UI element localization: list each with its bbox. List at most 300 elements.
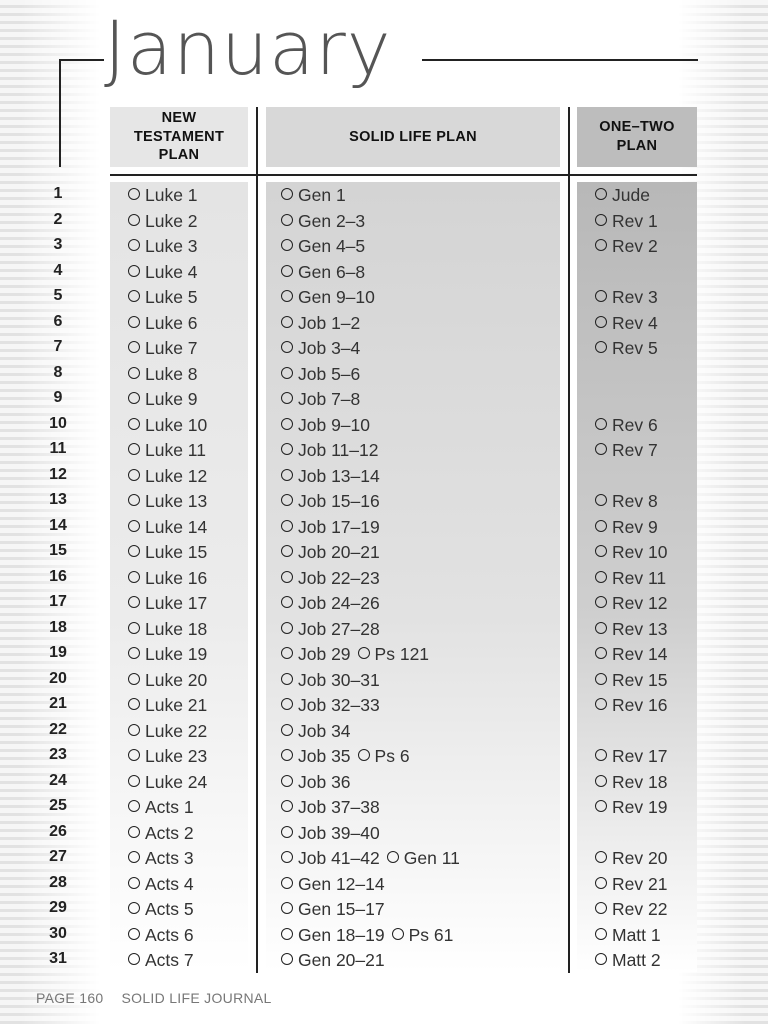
reading-label: Rev 20 bbox=[612, 848, 668, 868]
reading-checkbox-icon[interactable] bbox=[128, 622, 140, 634]
reading-checkbox-icon[interactable] bbox=[281, 469, 293, 481]
one-two-plan-header-label: ONE–TWO PLAN bbox=[599, 119, 675, 154]
reading-label: Luke 9 bbox=[145, 389, 198, 409]
reading-label: Luke 16 bbox=[145, 567, 208, 588]
reading-label: Acts 1 bbox=[145, 797, 194, 817]
reading-checkbox-icon[interactable] bbox=[128, 520, 140, 532]
reading-checkbox-icon[interactable] bbox=[128, 724, 140, 736]
solid-reading-cell bbox=[281, 950, 385, 971]
day-number: 9 bbox=[53, 389, 63, 406]
onetwo-reading-cell bbox=[595, 568, 666, 589]
reading-label: Job 1–2 bbox=[298, 312, 361, 333]
reading-label: Gen 18–19 bbox=[298, 924, 385, 945]
nt-reading-cell bbox=[128, 262, 198, 283]
reading-label: Luke 4 bbox=[145, 261, 198, 282]
reading-checkbox-icon[interactable] bbox=[595, 443, 607, 455]
nt-reading-cell bbox=[128, 542, 207, 563]
reading-checkbox-icon[interactable] bbox=[128, 469, 140, 481]
reading-checkbox-icon[interactable] bbox=[595, 928, 607, 940]
reading-checkbox-icon[interactable] bbox=[281, 571, 293, 583]
reading-label: Job 29 bbox=[298, 644, 351, 664]
reading-checkbox-icon[interactable] bbox=[128, 418, 140, 430]
onetwo-reading-cell bbox=[595, 619, 667, 640]
solid-reading-cell bbox=[281, 568, 380, 589]
reading-checkbox-icon[interactable] bbox=[281, 341, 293, 353]
reading-checkbox-icon[interactable] bbox=[128, 188, 140, 200]
table-row bbox=[0, 667, 768, 693]
reading-checkbox-icon[interactable] bbox=[281, 316, 293, 328]
reading-label: Job 32–33 bbox=[298, 695, 380, 715]
day-number: 10 bbox=[49, 414, 67, 432]
solid-reading-cell bbox=[281, 211, 365, 232]
nt-reading-cell bbox=[128, 746, 207, 767]
table-row bbox=[0, 182, 768, 208]
reading-checkbox-icon[interactable] bbox=[128, 902, 140, 914]
reading-label: Luke 6 bbox=[145, 312, 198, 333]
nt-reading-cell bbox=[128, 415, 207, 436]
onetwo-reading-cell bbox=[595, 287, 658, 308]
nt-reading-cell bbox=[128, 721, 207, 742]
solid-reading-cell bbox=[281, 338, 360, 359]
nt-plan-header-label: NEW TESTAMENT PLAN bbox=[133, 109, 225, 164]
reading-label: Acts 5 bbox=[145, 899, 194, 919]
reading-label: Gen 2–3 bbox=[298, 210, 366, 231]
table-row bbox=[0, 335, 768, 361]
solid-reading-cell bbox=[281, 797, 380, 818]
day-number: 7 bbox=[53, 338, 63, 355]
reading-label: Rev 16 bbox=[612, 695, 668, 715]
reading-checkbox-icon[interactable] bbox=[281, 367, 293, 379]
table-row bbox=[0, 820, 768, 846]
reading-label: Gen 20–21 bbox=[298, 950, 385, 970]
onetwo-reading-cell bbox=[595, 517, 658, 538]
reading-checkbox-icon[interactable] bbox=[281, 239, 293, 251]
solid-reading-cell bbox=[281, 389, 360, 410]
reading-label: Rev 3 bbox=[612, 287, 658, 307]
reading-checkbox-icon[interactable] bbox=[595, 290, 607, 302]
nt-reading-cell bbox=[128, 772, 207, 793]
reading-checkbox-icon[interactable] bbox=[281, 698, 293, 710]
reading-checkbox-icon[interactable] bbox=[595, 418, 607, 430]
reading-checkbox-icon[interactable] bbox=[595, 239, 607, 251]
onetwo-reading-cell bbox=[595, 211, 658, 232]
reading-checkbox-icon[interactable] bbox=[128, 826, 140, 838]
reading-label: Luke 23 bbox=[145, 746, 208, 766]
solid-reading-cell bbox=[281, 695, 380, 716]
solid-reading-cell bbox=[281, 619, 380, 640]
solid-reading-cell bbox=[281, 466, 380, 487]
reading-label: Luke 7 bbox=[145, 338, 198, 358]
table-row bbox=[0, 488, 768, 514]
nt-reading-cell bbox=[128, 848, 194, 869]
reading-checkbox-icon[interactable] bbox=[128, 443, 140, 455]
reading-label: Rev 4 bbox=[612, 312, 658, 333]
reading-label: Job 9–10 bbox=[298, 414, 371, 435]
reading-checkbox-icon[interactable] bbox=[595, 341, 607, 353]
day-number: 18 bbox=[49, 618, 67, 636]
reading-checkbox-icon[interactable] bbox=[128, 316, 140, 328]
solid-reading-cell bbox=[281, 848, 460, 869]
nt-reading-cell bbox=[128, 185, 198, 206]
title-rule-vertical bbox=[59, 59, 61, 167]
nt-reading-cell bbox=[128, 874, 194, 895]
reading-label: Gen 15–17 bbox=[298, 899, 385, 919]
reading-label: Job 5–6 bbox=[298, 363, 361, 384]
reading-checkbox-icon[interactable] bbox=[128, 367, 140, 379]
solid-life-plan-header bbox=[266, 107, 560, 167]
reading-label: Rev 21 bbox=[612, 873, 668, 894]
reading-checkbox-icon[interactable] bbox=[392, 928, 404, 940]
day-number: 2 bbox=[53, 210, 63, 228]
reading-label: Luke 18 bbox=[145, 618, 208, 639]
reading-label: Jude bbox=[612, 185, 650, 205]
reading-label: Job 34 bbox=[298, 720, 351, 741]
onetwo-reading-cell bbox=[595, 925, 661, 946]
reading-checkbox-icon[interactable] bbox=[281, 673, 293, 685]
reading-label: Rev 14 bbox=[612, 644, 668, 664]
reading-label: Rev 15 bbox=[612, 669, 668, 690]
reading-checkbox-icon[interactable] bbox=[281, 545, 293, 557]
table-row bbox=[0, 463, 768, 489]
reading-label: Luke 24 bbox=[145, 771, 208, 792]
reading-label: Acts 4 bbox=[145, 873, 194, 894]
reading-checkbox-icon[interactable] bbox=[595, 622, 607, 634]
journal-name: SOLID LIFE JOURNAL bbox=[121, 990, 272, 1006]
table-row bbox=[0, 514, 768, 540]
table-row bbox=[0, 794, 768, 820]
nt-reading-cell bbox=[128, 568, 207, 589]
table-row bbox=[0, 616, 768, 642]
reading-checkbox-icon[interactable] bbox=[128, 928, 140, 940]
reading-label: Luke 21 bbox=[145, 695, 208, 715]
reading-checkbox-icon[interactable] bbox=[281, 392, 293, 404]
nt-reading-cell bbox=[128, 287, 198, 308]
reading-checkbox-icon[interactable] bbox=[595, 520, 607, 532]
month-title: January bbox=[104, 6, 392, 92]
reading-label: Gen 11 bbox=[403, 848, 460, 868]
day-number: 31 bbox=[49, 950, 67, 967]
day-number: 19 bbox=[49, 644, 67, 661]
reading-checkbox-icon[interactable] bbox=[595, 800, 607, 812]
solid-reading-cell bbox=[281, 593, 380, 614]
reading-label: Rev 17 bbox=[612, 746, 668, 766]
onetwo-reading-cell bbox=[595, 542, 667, 563]
title-rule-left bbox=[60, 59, 104, 61]
day-number: 30 bbox=[49, 924, 67, 942]
reading-checkbox-icon[interactable] bbox=[595, 953, 607, 965]
table-row bbox=[0, 361, 768, 387]
onetwo-reading-cell bbox=[595, 772, 667, 793]
reading-checkbox-icon[interactable] bbox=[281, 188, 293, 200]
reading-label: Luke 14 bbox=[145, 516, 208, 537]
reading-checkbox-icon[interactable] bbox=[595, 571, 607, 583]
reading-label: Rev 12 bbox=[612, 593, 668, 613]
reading-label: Ps 121 bbox=[374, 644, 430, 664]
solid-reading-cell bbox=[281, 823, 380, 844]
reading-label: Luke 12 bbox=[145, 465, 208, 486]
reading-label: Job 15–16 bbox=[298, 491, 380, 511]
table-row bbox=[0, 259, 768, 285]
reading-label: Job 39–40 bbox=[298, 822, 380, 843]
reading-label: Luke 19 bbox=[145, 644, 208, 664]
page-footer bbox=[36, 990, 272, 1006]
reading-checkbox-icon[interactable] bbox=[595, 188, 607, 200]
reading-checkbox-icon[interactable] bbox=[281, 724, 293, 736]
reading-checkbox-icon[interactable] bbox=[281, 596, 293, 608]
solid-reading-cell bbox=[281, 364, 360, 385]
onetwo-reading-cell bbox=[595, 874, 667, 895]
nt-reading-cell bbox=[128, 466, 207, 487]
onetwo-reading-cell bbox=[595, 313, 658, 334]
nt-reading-cell bbox=[128, 950, 194, 971]
one-two-plan-header bbox=[577, 107, 697, 167]
table-row bbox=[0, 769, 768, 795]
reading-label: Ps 6 bbox=[374, 746, 410, 766]
reading-checkbox-icon[interactable] bbox=[128, 596, 140, 608]
nt-reading-cell bbox=[128, 644, 207, 665]
table-row bbox=[0, 896, 768, 922]
solid-reading-cell bbox=[281, 491, 380, 512]
reading-checkbox-icon[interactable] bbox=[128, 214, 140, 226]
reading-checkbox-icon[interactable] bbox=[128, 341, 140, 353]
reading-checkbox-icon[interactable] bbox=[595, 851, 607, 863]
reading-label: Rev 18 bbox=[612, 771, 668, 792]
nt-reading-cell bbox=[128, 389, 198, 410]
day-number: 27 bbox=[49, 848, 67, 865]
reading-label: Acts 6 bbox=[145, 924, 194, 945]
day-number: 4 bbox=[53, 261, 63, 279]
day-number: 29 bbox=[49, 899, 67, 916]
reading-checkbox-icon[interactable] bbox=[128, 749, 140, 761]
reading-label: Acts 2 bbox=[145, 822, 194, 843]
table-row bbox=[0, 743, 768, 769]
day-number: 5 bbox=[53, 287, 63, 304]
reading-label: Job 22–23 bbox=[298, 567, 380, 588]
reading-label: Gen 1 bbox=[298, 185, 346, 205]
reading-label: Job 3–4 bbox=[298, 338, 361, 358]
reading-checkbox-icon[interactable] bbox=[281, 928, 293, 940]
reading-checkbox-icon[interactable] bbox=[595, 749, 607, 761]
reading-label: Luke 5 bbox=[145, 287, 198, 307]
reading-label: Gen 9–10 bbox=[298, 287, 375, 307]
nt-reading-cell bbox=[128, 313, 198, 334]
reading-label: Matt 1 bbox=[612, 924, 661, 945]
reading-checkbox-icon[interactable] bbox=[128, 698, 140, 710]
reading-label: Luke 11 bbox=[145, 440, 206, 460]
solid-reading-cell bbox=[281, 287, 375, 308]
reading-checkbox-icon[interactable] bbox=[281, 749, 293, 761]
reading-checkbox-icon[interactable] bbox=[128, 290, 140, 302]
reading-checkbox-icon[interactable] bbox=[128, 800, 140, 812]
solid-reading-cell bbox=[281, 721, 351, 742]
reading-label: Job 13–14 bbox=[298, 465, 380, 486]
reading-checkbox-icon[interactable] bbox=[281, 902, 293, 914]
nt-reading-cell bbox=[128, 823, 194, 844]
solid-reading-cell bbox=[281, 746, 410, 767]
day-number: 15 bbox=[49, 542, 67, 559]
reading-label: Job 37–38 bbox=[298, 797, 380, 817]
reading-label: Rev 1 bbox=[612, 210, 658, 231]
reading-checkbox-icon[interactable] bbox=[281, 214, 293, 226]
reading-checkbox-icon[interactable] bbox=[281, 418, 293, 430]
nt-reading-cell bbox=[128, 797, 194, 818]
reading-label: Rev 5 bbox=[612, 338, 658, 358]
reading-label: Job 41–42 bbox=[298, 848, 380, 868]
reading-checkbox-icon[interactable] bbox=[358, 647, 370, 659]
reading-checkbox-icon[interactable] bbox=[595, 647, 607, 659]
table-row bbox=[0, 284, 768, 310]
onetwo-reading-cell bbox=[595, 848, 667, 869]
reading-checkbox-icon[interactable] bbox=[128, 239, 140, 251]
reading-checkbox-icon[interactable] bbox=[281, 520, 293, 532]
table-row bbox=[0, 845, 768, 871]
solid-reading-cell bbox=[281, 772, 351, 793]
day-number: 6 bbox=[53, 312, 63, 330]
onetwo-reading-cell bbox=[595, 695, 667, 716]
onetwo-reading-cell bbox=[595, 797, 667, 818]
reading-checkbox-icon[interactable] bbox=[128, 647, 140, 659]
reading-label: Rev 9 bbox=[612, 516, 658, 537]
day-number: 25 bbox=[49, 797, 67, 814]
onetwo-reading-cell bbox=[595, 670, 667, 691]
nt-reading-cell bbox=[128, 593, 207, 614]
reading-label: Gen 6–8 bbox=[298, 261, 366, 282]
reading-label: Matt 2 bbox=[612, 950, 661, 970]
nt-reading-cell bbox=[128, 491, 207, 512]
reading-label: Rev 7 bbox=[612, 440, 658, 460]
onetwo-reading-cell bbox=[595, 899, 667, 920]
reading-checkbox-icon[interactable] bbox=[128, 953, 140, 965]
reading-checkbox-icon[interactable] bbox=[128, 392, 140, 404]
day-number: 11 bbox=[49, 440, 67, 457]
reading-checkbox-icon[interactable] bbox=[595, 596, 607, 608]
reading-checkbox-icon[interactable] bbox=[281, 851, 293, 863]
nt-reading-cell bbox=[128, 619, 207, 640]
reading-label: Ps 61 bbox=[408, 924, 454, 945]
day-number: 16 bbox=[49, 567, 67, 585]
onetwo-reading-cell bbox=[595, 185, 650, 206]
onetwo-reading-cell bbox=[595, 236, 658, 257]
reading-checkbox-icon[interactable] bbox=[128, 571, 140, 583]
onetwo-reading-cell bbox=[595, 593, 667, 614]
reading-label: Luke 13 bbox=[145, 491, 208, 511]
reading-label: Job 35 bbox=[298, 746, 351, 766]
onetwo-reading-cell bbox=[595, 746, 667, 767]
reading-label: Luke 1 bbox=[145, 185, 198, 205]
reading-checkbox-icon[interactable] bbox=[128, 494, 140, 506]
reading-label: Rev 11 bbox=[612, 567, 667, 588]
reading-checkbox-icon[interactable] bbox=[281, 775, 293, 787]
reading-checkbox-icon[interactable] bbox=[281, 826, 293, 838]
table-row bbox=[0, 692, 768, 718]
table-row bbox=[0, 718, 768, 744]
reading-checkbox-icon[interactable] bbox=[281, 647, 293, 659]
nt-reading-cell bbox=[128, 925, 194, 946]
reading-checkbox-icon[interactable] bbox=[128, 673, 140, 685]
reading-checkbox-icon[interactable] bbox=[281, 443, 293, 455]
reading-checkbox-icon[interactable] bbox=[281, 290, 293, 302]
reading-checkbox-icon[interactable] bbox=[281, 953, 293, 965]
reading-checkbox-icon[interactable] bbox=[595, 494, 607, 506]
reading-label: Luke 8 bbox=[145, 363, 198, 384]
reading-checkbox-icon[interactable] bbox=[128, 851, 140, 863]
reading-checkbox-icon[interactable] bbox=[281, 877, 293, 889]
solid-reading-cell bbox=[281, 874, 385, 895]
reading-checkbox-icon[interactable] bbox=[595, 214, 607, 226]
day-number: 1 bbox=[53, 185, 63, 202]
reading-checkbox-icon[interactable] bbox=[281, 494, 293, 506]
reading-label: Job 17–19 bbox=[298, 516, 380, 537]
table-row bbox=[0, 565, 768, 591]
reading-label: Rev 10 bbox=[612, 542, 668, 562]
reading-label: Rev 13 bbox=[612, 618, 668, 639]
reading-label: Rev 2 bbox=[612, 236, 658, 256]
reading-label: Acts 3 bbox=[145, 848, 194, 868]
reading-label: Gen 4–5 bbox=[298, 236, 366, 256]
solid-reading-cell bbox=[281, 262, 365, 283]
onetwo-reading-cell bbox=[595, 415, 658, 436]
solid-reading-cell bbox=[281, 899, 385, 920]
reading-checkbox-icon[interactable] bbox=[595, 775, 607, 787]
reading-label: Luke 22 bbox=[145, 720, 208, 741]
reading-checkbox-icon[interactable] bbox=[595, 698, 607, 710]
reading-checkbox-icon[interactable] bbox=[358, 749, 370, 761]
nt-reading-cell bbox=[128, 211, 198, 232]
day-number: 22 bbox=[49, 720, 67, 738]
solid-reading-cell bbox=[281, 440, 378, 461]
onetwo-reading-cell bbox=[595, 491, 658, 512]
table-row bbox=[0, 208, 768, 234]
table-row bbox=[0, 871, 768, 897]
reading-checkbox-icon[interactable] bbox=[128, 775, 140, 787]
reading-label: Luke 3 bbox=[145, 236, 198, 256]
page-number: PAGE 160 bbox=[36, 990, 104, 1006]
reading-checkbox-icon[interactable] bbox=[595, 316, 607, 328]
reading-checkbox-icon[interactable] bbox=[128, 265, 140, 277]
nt-reading-cell bbox=[128, 364, 198, 385]
solid-reading-cell bbox=[281, 670, 380, 691]
reading-checkbox-icon[interactable] bbox=[281, 265, 293, 277]
reading-checkbox-icon[interactable] bbox=[595, 545, 607, 557]
solid-reading-cell bbox=[281, 644, 429, 665]
reading-checkbox-icon[interactable] bbox=[595, 877, 607, 889]
solid-reading-cell bbox=[281, 236, 365, 257]
day-number: 14 bbox=[49, 516, 67, 534]
nt-plan-header bbox=[110, 107, 248, 167]
day-number: 20 bbox=[49, 669, 67, 687]
reading-label: Luke 20 bbox=[145, 669, 208, 690]
solid-reading-cell bbox=[281, 313, 360, 334]
table-row bbox=[0, 310, 768, 336]
reading-label: Rev 6 bbox=[612, 414, 658, 435]
reading-label: Job 24–26 bbox=[298, 593, 380, 613]
nt-reading-cell bbox=[128, 236, 198, 257]
reading-checkbox-icon[interactable] bbox=[281, 622, 293, 634]
table-row bbox=[0, 412, 768, 438]
reading-checkbox-icon[interactable] bbox=[281, 800, 293, 812]
reading-checkbox-icon[interactable] bbox=[387, 851, 399, 863]
reading-checkbox-icon[interactable] bbox=[595, 673, 607, 685]
reading-checkbox-icon[interactable] bbox=[128, 545, 140, 557]
solid-reading-cell bbox=[281, 925, 453, 946]
day-number: 17 bbox=[49, 593, 67, 610]
reading-label: Gen 12–14 bbox=[298, 873, 385, 894]
reading-checkbox-icon[interactable] bbox=[128, 877, 140, 889]
reading-checkbox-icon[interactable] bbox=[595, 902, 607, 914]
onetwo-reading-cell bbox=[595, 644, 667, 665]
onetwo-reading-cell bbox=[595, 338, 658, 359]
reading-label: Job 20–21 bbox=[298, 542, 380, 562]
